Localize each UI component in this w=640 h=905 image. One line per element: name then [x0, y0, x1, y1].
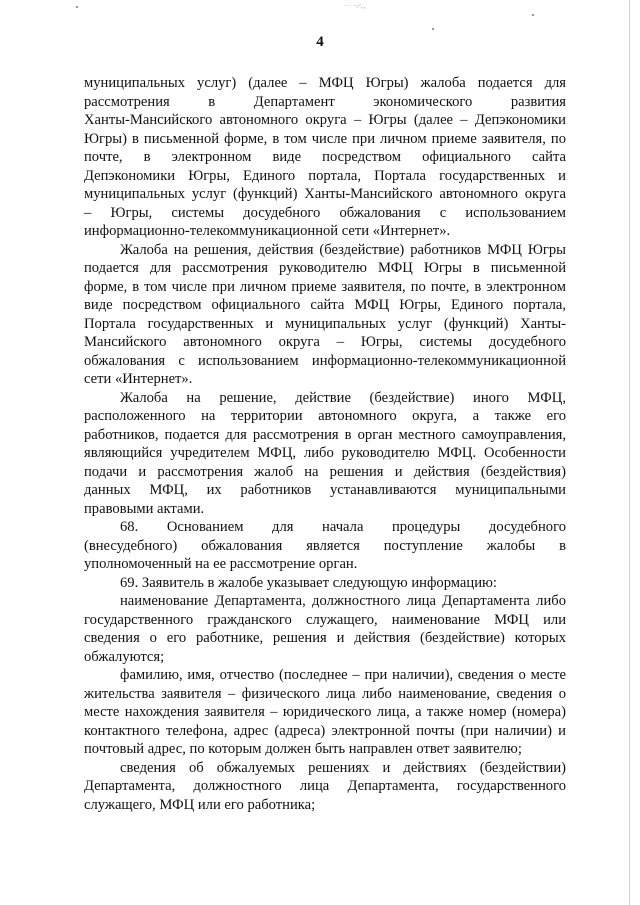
- text-line: уполномоченный на ее рассмотрение орган.: [84, 556, 358, 572]
- text-line: Жалоба на решение, действие (бездействие) иного МФЦ,: [120, 389, 566, 406]
- text-line: (внесудебного) обжалования является поступление жалобы в: [84, 537, 566, 554]
- text-line: Жалоба на решения, действия (бездействие) работников МФЦ Югры: [120, 241, 566, 258]
- text-line: служащего, МФЦ или его работника;: [84, 796, 316, 813]
- text-line: работников, подается для рассмотрения в орган местного самоуправления,: [84, 426, 566, 443]
- text-line: жительства заявителя – физического лица либо наименование, сведения о: [84, 685, 566, 702]
- text-line: 68. Основанием для начала процедуры досудебного: [120, 519, 566, 535]
- text-line: Ханты-Мансийского автономного округа – Югры (далее – Депэкономики: [84, 112, 566, 128]
- text-line: данных МФЦ, их работников устанавливаются муниципальными: [84, 482, 566, 498]
- scan-speck: [76, 6, 78, 8]
- text-line: подается для рассмотрения руководителю МФЦ Югры в письменной: [84, 260, 566, 276]
- page-number: 4: [316, 34, 324, 50]
- text-line: месте нахождения заявителя – юридического лица, а также номер (номера): [84, 704, 566, 720]
- text-line: форме, в том числе при личном приеме заявителя, по почте, в электронном: [84, 278, 566, 295]
- text-line: почтовый адрес, по которым должен быть направлен ответ заявителю;: [84, 741, 522, 757]
- text-line: Депэкономики Югры, Единого портала, Портала государственных и: [84, 167, 566, 184]
- text-line: муниципальных услуг) (далее – МФЦ Югры) жалоба подается для: [84, 75, 566, 91]
- text-line: Мансийского автономного округа – Югры, системы досудебного: [84, 334, 566, 350]
- scan-edge-line: [629, 0, 630, 905]
- text-line: подачи и рассмотрения жалоб на решения и действия (бездействия): [84, 463, 566, 480]
- text-line: правовыми актами.: [84, 500, 205, 517]
- text-line: – Югры, системы досудебного обжалования с использованием: [84, 204, 566, 221]
- paragraph: [84, 241, 566, 389]
- scan-speck: [532, 14, 534, 16]
- paragraph: [84, 759, 566, 815]
- text-line: информационно-телекоммуникационной сети «Интернет».: [84, 223, 451, 239]
- text-line: обжалуются;: [84, 648, 165, 665]
- text-line: наименование Департамента, должностного лица Департамента либо: [120, 593, 566, 609]
- paragraph: [84, 666, 566, 759]
- text-line: являющийся учредителем МФЦ, либо руководителю МФЦ. Особенности: [84, 445, 566, 461]
- text-line: 69. Заявитель в жалобе указывает следующую информацию:: [120, 574, 497, 591]
- text-line: Югры) в письменной форме, в том числе при личном приеме заявителя, по: [84, 130, 566, 147]
- text-line: Департамента, должностного лица Департамента, государственного: [84, 778, 566, 794]
- paragraph: [84, 518, 566, 574]
- text-line: почте, в электронном виде посредством официального сайта: [84, 149, 566, 165]
- paragraph: [84, 592, 566, 666]
- text-line: государственного гражданского служащего, наименование МФЦ или: [84, 611, 566, 628]
- text-line: контактного телефона, адрес (адреса) электронной почты (при наличии) и: [84, 722, 566, 739]
- paragraph: [84, 574, 566, 593]
- text-line: фамилию, имя, отчество (последнее – при наличии), сведения о месте: [120, 667, 566, 683]
- scan-artifact: ·· ·∕∕ₑ,: [344, 2, 367, 10]
- document-body: [84, 74, 566, 814]
- text-line: сведения об обжалуемых решениях и действиях (бездействии): [120, 759, 566, 776]
- text-line: обжалования с использованием информационно-телекоммуникационной: [84, 352, 566, 369]
- text-line: расположенного на территории автономного округа, а также его: [84, 408, 566, 424]
- text-line: сведения о его работнике, решения и действия (бездействие) которых: [84, 630, 566, 646]
- scan-speck: [432, 28, 434, 30]
- paragraph: [84, 74, 566, 241]
- text-line: Портала государственных и муниципальных услуг (функций) Ханты-: [84, 315, 566, 332]
- text-line: муниципальных услуг (функций) Ханты-Мансийского автономного округа: [84, 186, 566, 202]
- paragraph: [84, 389, 566, 519]
- text-line: рассмотрения в Департамент экономического развития: [84, 93, 566, 110]
- text-line: виде посредством официального сайта МФЦ Югры, Единого портала,: [84, 297, 566, 313]
- text-line: сети «Интернет».: [84, 371, 193, 387]
